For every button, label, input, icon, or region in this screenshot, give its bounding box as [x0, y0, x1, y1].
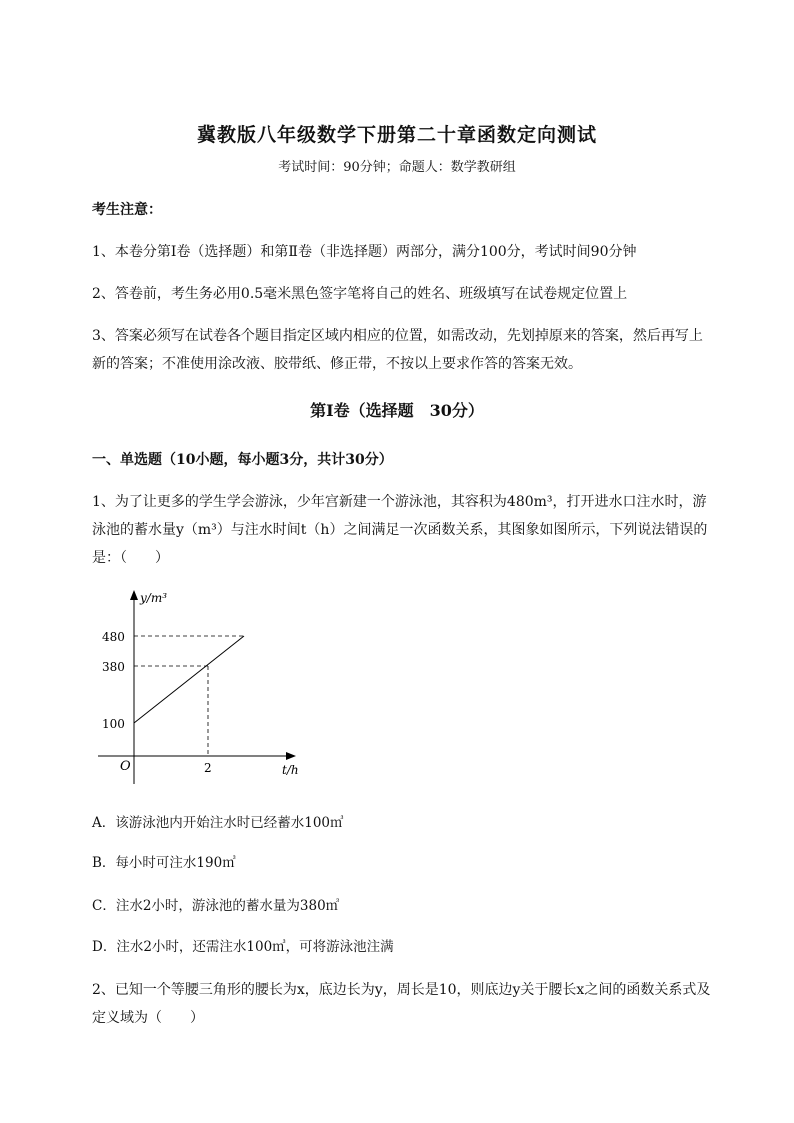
function-line: [134, 636, 244, 723]
y-axis-arrow: [130, 590, 138, 600]
option-b: B．每小时可注水190㎥: [92, 855, 236, 871]
option-c: C．注水2小时，游泳池的蓄水量为380㎥: [92, 898, 340, 914]
notice-item-3: 3、答案必须写在试卷各个题目指定区域内相应的位置，如需改动，先划掉原来的答案，然后再写上新的答案；不准使用涂改液、胶带纸、修正带，不按以上要求作答的答案无效。: [92, 328, 703, 372]
notice-item-1: 1、本卷分第Ⅰ卷（选择题）和第Ⅱ卷（非选择题）两部分，满分100分，考试时间90分钟: [92, 244, 637, 260]
x-axis-arrow: [286, 752, 296, 760]
y-tick-100: 100: [102, 717, 125, 731]
function-graph: [92, 580, 312, 790]
y-tick-380: 380: [102, 660, 125, 674]
option-d: D．注水2小时，还需注水100㎥，可将游泳池注满: [92, 939, 394, 955]
y-tick-480: 480: [102, 630, 125, 644]
notice-heading: 考生注意：: [92, 202, 162, 218]
section-title: 第Ⅰ卷（选择题 30分）: [310, 401, 484, 420]
page-title: 冀教版八年级数学下册第二十章函数定向测试: [196, 124, 597, 146]
x-axis-label: t/h: [282, 763, 299, 777]
x-tick-2: 2: [204, 761, 212, 775]
part-heading: 一、单选题（10小题，每小题3分，共计30分）: [92, 452, 393, 468]
notice-item-2: 2、答卷前，考生务必用0.5毫米黑色签字笔将自己的姓名、班级填写在试卷规定位置上: [92, 286, 628, 302]
question-1-graph: [92, 580, 312, 790]
origin-label: O: [120, 759, 131, 774]
page-subtitle: 考试时间：90分钟；命题人：数学教研组: [278, 160, 516, 175]
option-a: A．该游泳池内开始注水时已经蓄水100㎥: [92, 815, 344, 831]
y-axis-label: y/m³: [140, 591, 168, 605]
question-1-stem: 1、为了让更多的学生学会游泳，少年宫新建一个游泳池，其容积为480m³，打开进水口注水时，游泳池的蓄水量y（m³）与注水时间t（h）之间满足一次函数关系，其图象如图所示，下列说法错误的是：（ ）: [92, 494, 708, 566]
question-2-stem: 2、已知一个等腰三角形的腰长为x，底边长为y，周长是10，则底边y关于腰长x之间的函数关系式及定义域为（ ）: [92, 982, 711, 1026]
